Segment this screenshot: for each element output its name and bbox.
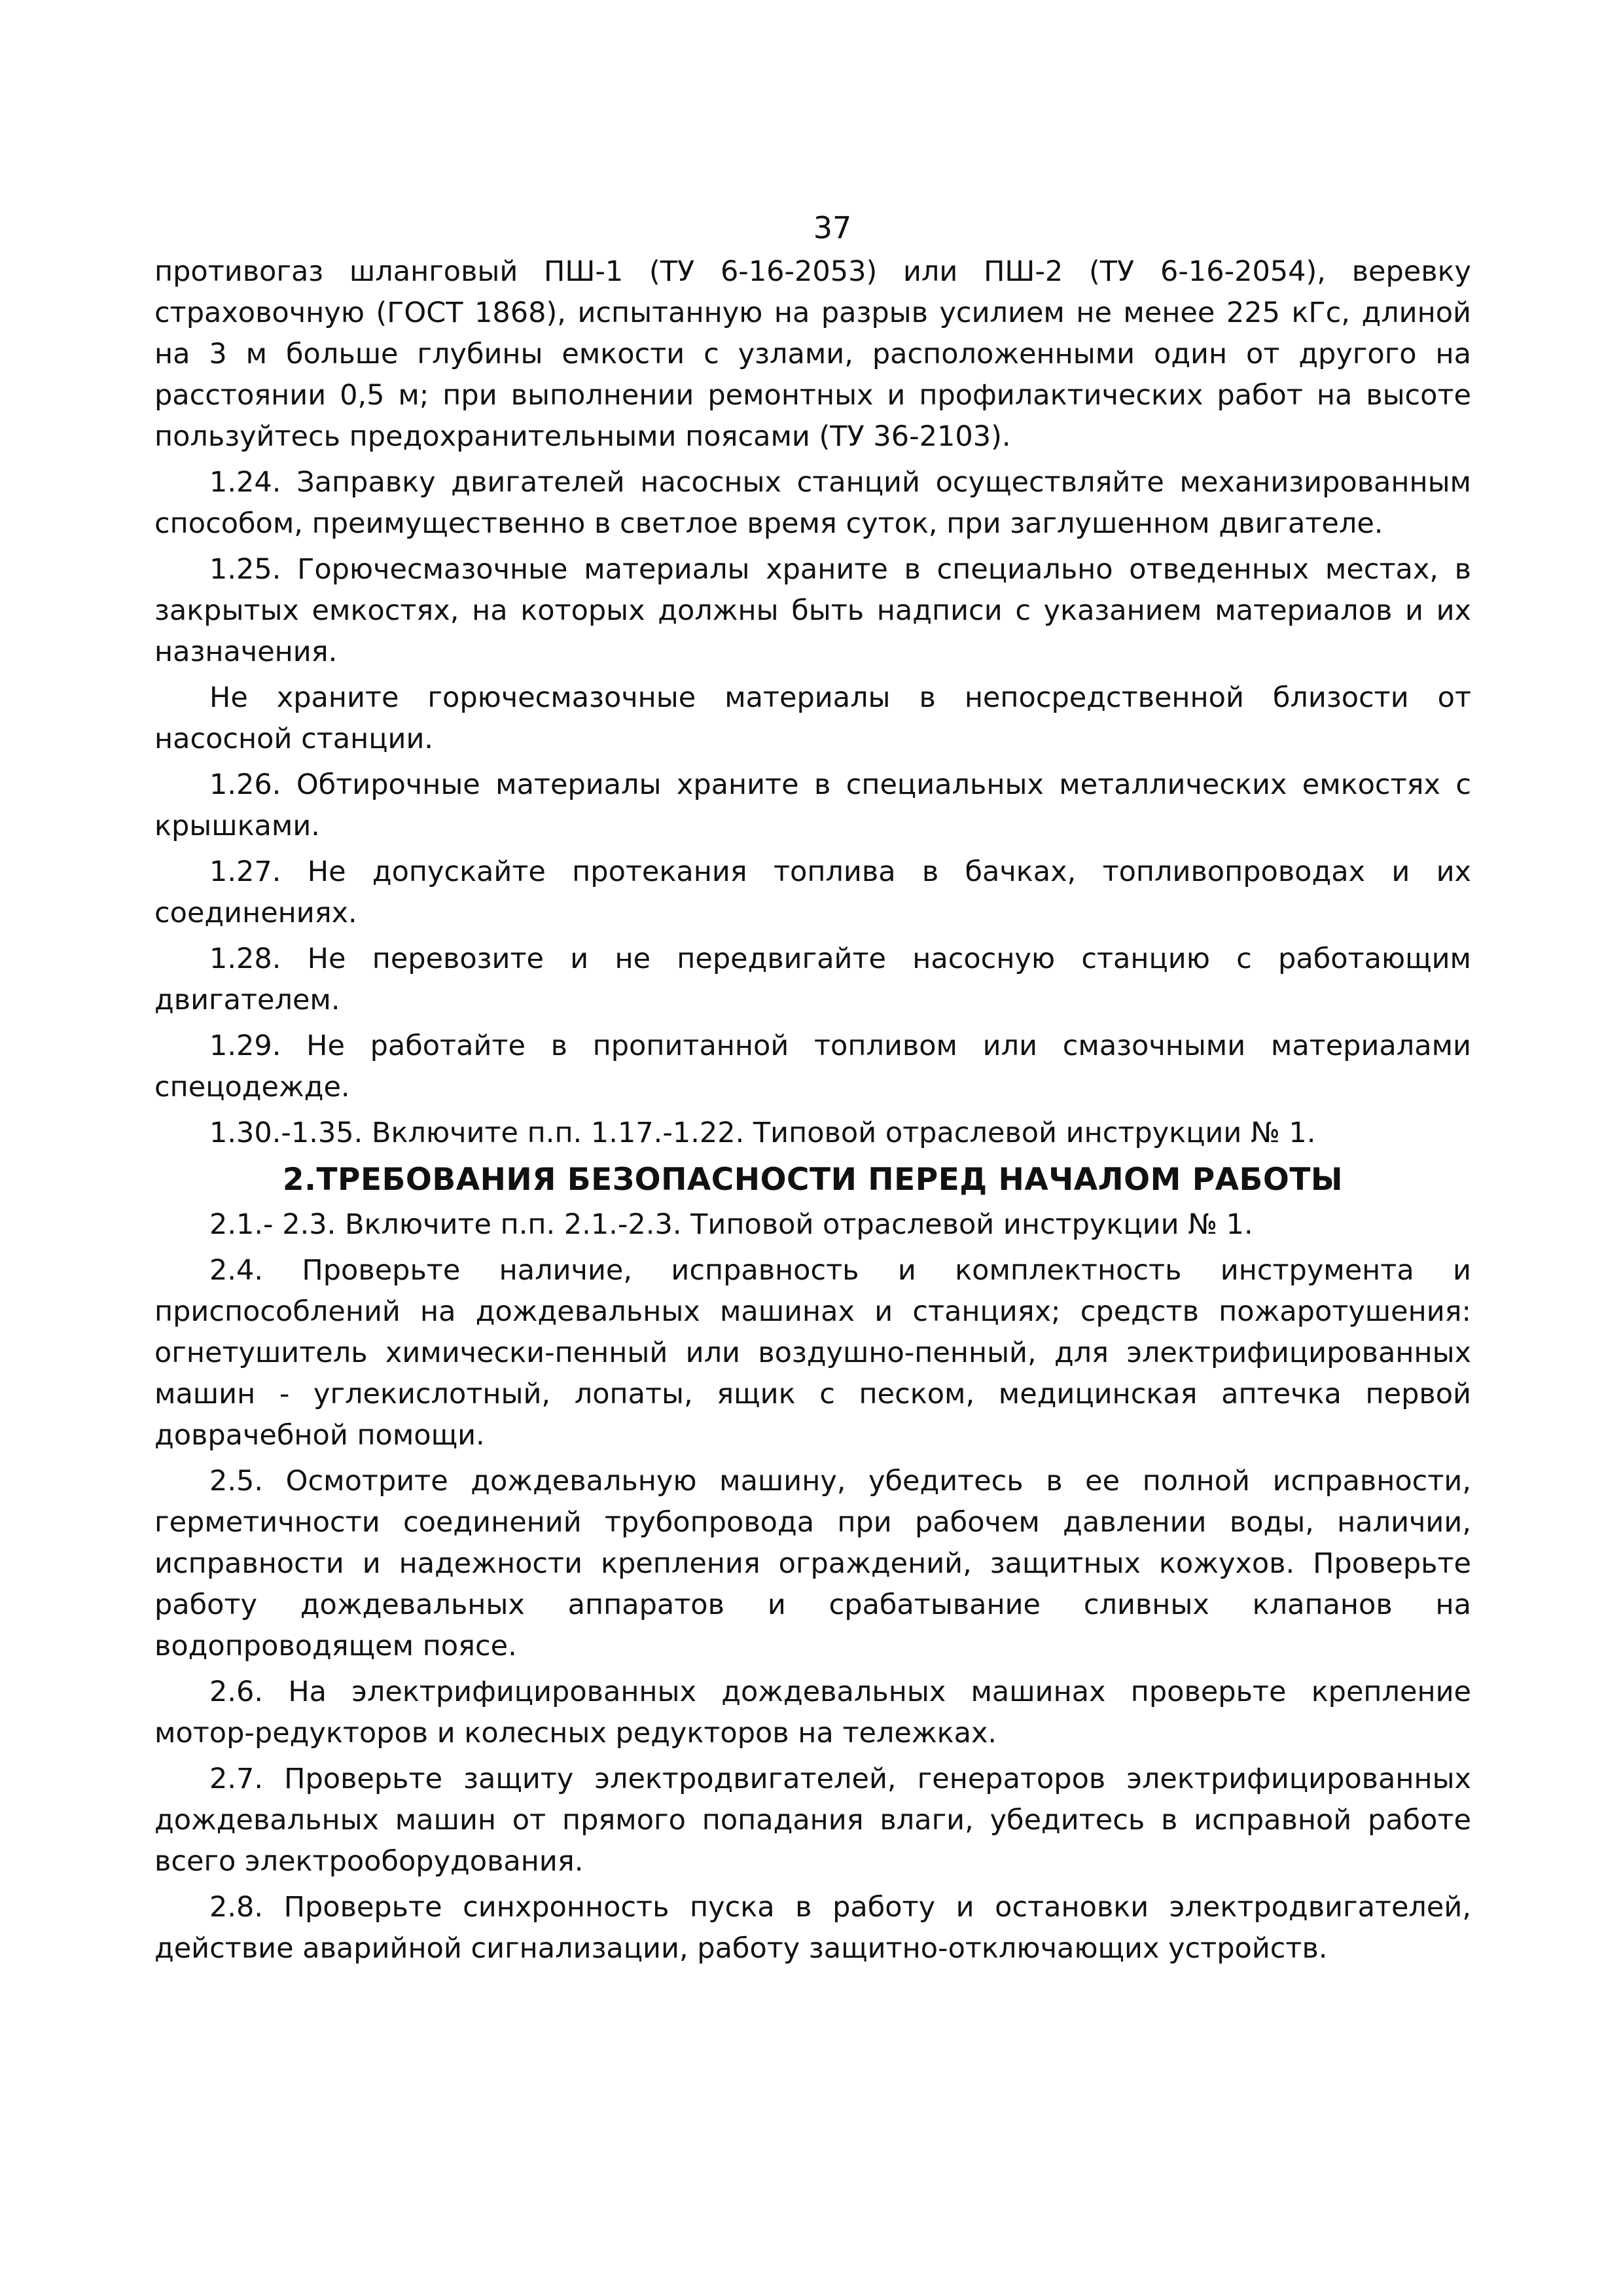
paragraph-1-25: 1.25. Горючесмазочные материалы храните в специально отведенных местах, в закрытых емкостях, на которых должны быть надписи с указанием материалов и их назначения. [154, 553, 1471, 668]
paragraph-continuation: противогаз шланговый ПШ-1 (ТУ 6-16-2053) или ПШ-2 (ТУ 6-16-2054), веревку страховочную (ГОСТ 1868), испытанную на разрыв усилием не менее 225 кГс, длиной на 3 м больше глубины емкости с узлами, расположенными один от другого на расстоянии 0,5 м; при выполнении ремонтных и профилактических работ на высоте пользуйтесь предохранительными поясами (ТУ 36-2103). [154, 255, 1471, 453]
paragraph-1-30-1-35: 1.30.-1.35. Включите п.п. 1.17.-1.22. Типовой отраслевой инструкции № 1. [209, 1117, 1316, 1149]
paragraph-2-7: 2.7. Проверьте защиту электродвигателей, генераторов электрифицированных дождевальных машин от прямого попадания влаги, убедитесь в исправной работе всего электрооборудования. [154, 1763, 1471, 1878]
paragraph-2-8: 2.8. Проверьте синхронность пуска в работу и остановки электродвигателей, действие аварийной сигнализации, работу защитно-отключающих устройств. [154, 1891, 1471, 1965]
paragraph-1-28: 1.28. Не перевозите и не передвигайте насосную станцию с работающим двигателем. [154, 942, 1471, 1016]
paragraph-1-27: 1.27. Не допускайте протекания топлива в бачках, топливопроводах и их соединениях. [154, 855, 1471, 929]
section-heading: 2.ТРЕБОВАНИЯ БЕЗОПАСНОСТИ ПЕРЕД НАЧАЛОМ РАБОТЫ [282, 1162, 1344, 1198]
document-page [154, 208, 1471, 1974]
paragraph-1-24: 1.24. Заправку двигателей насосных станций осуществляйте механизированным способом, преимущественно в светлое время суток, при заглушенном двигателе. [154, 466, 1471, 540]
document-body [154, 251, 1471, 1969]
paragraph-2-6: 2.6. На электрифицированных дождевальных машинах проверьте крепление мотор-редукторов и колесных редукторов на тележках. [154, 1676, 1471, 1749]
page-number: 37 [813, 210, 852, 245]
paragraph-2-5: 2.5. Осмотрите дождевальную машину, убедитесь в ее полной исправности, герметичности соединений трубопровода при рабочем давлении воды, наличии, исправности и надежности крепления ограждений, защитных кожухов. Проверьте работу дождевальных аппаратов и срабатывание сливных клапанов на водопроводящем поясе. [154, 1465, 1471, 1662]
paragraph-1-25-note: Не храните горючесмазочные материалы в непосредственной близости от насосной станции. [154, 681, 1471, 755]
paragraph-2-4: 2.4. Проверьте наличие, исправность и комплектность инструмента и приспособлений на дождевальных машинах и станциях; средств пожаротушения: огнетушитель химически-пенный или воздушно-пенный, для электрифицированных машин - углекислотный, лопаты, ящик с песком, медицинская аптечка первой доврачебной помощи. [154, 1254, 1471, 1452]
paragraph-1-29: 1.29. Не работайте в пропитанной топливом или смазочными материалами спецодежде. [154, 1030, 1471, 1103]
paragraph-2-1-2-3: 2.1.- 2.3. Включите п.п. 2.1.-2.3. Типовой отраслевой инструкции № 1. [209, 1208, 1253, 1241]
paragraph-1-26: 1.26. Обтирочные материалы храните в специальных металлических емкостях с крышками. [154, 768, 1471, 842]
